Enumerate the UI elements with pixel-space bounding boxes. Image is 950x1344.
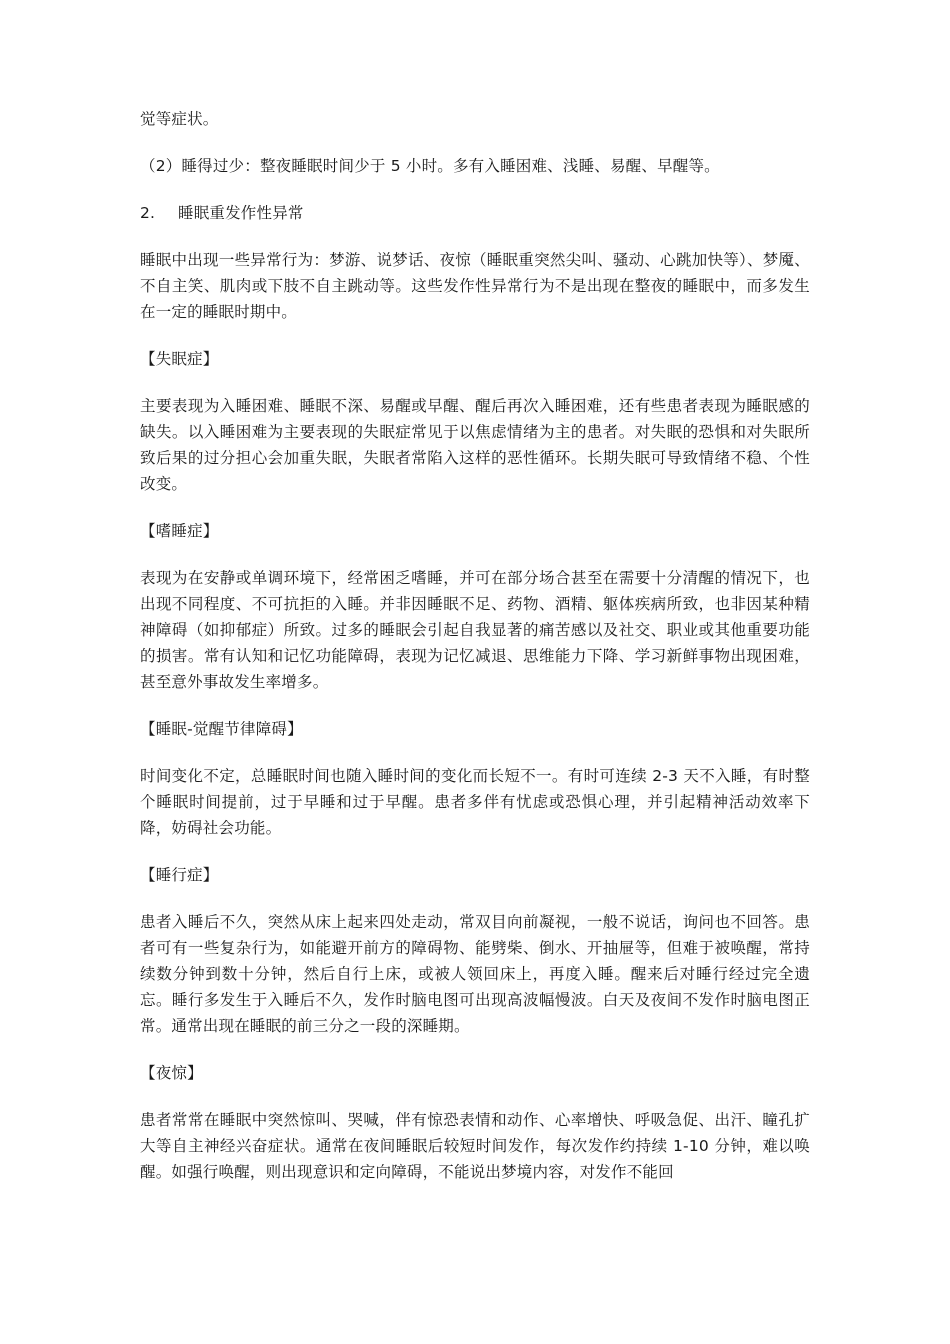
- paragraph-rhythm-disorder: 时间变化不定，总睡眠时间也随入睡时间的变化而长短不一。有时可连续 2-3 天不入睡，有时整个睡眠时间提前，过于早睡和过于早醒。患者多伴有忧虑或恐惧心理，并引起精神活动效率下降，妨碍社会功能。: [140, 767, 810, 837]
- paragraph-sleepwalking: 患者入睡后不久，突然从床上起来四处走动，常双目向前凝视，一般不说话，询问也不回答。患者可有一些复杂行为，如能避开前方的障碍物、能劈柴、倒水、开抽屉等，但难于被唤醒，常持续数分钟到数十分钟，然后自行上床，或被人领回床上，再度入睡。醒来后对睡行经过完全遗忘。睡行多发生于入睡后不久，发作时脑电图可出现高波幅慢波。白天及夜间不发作时脑电图正常。通常出现在睡眠的前三分之一段的深睡期。: [140, 913, 810, 1035]
- document-body: [140, 106, 810, 1206]
- paragraph-insomnia: 主要表现为入睡困难、睡眠不深、易醒或早醒、醒后再次入睡困难，还有些患者表现为睡眠感的缺失。以入睡困难为主要表现的失眠症常见于以焦虑情绪为主的患者。对失眠的恐惧和对失眠所致后果的过分担心会加重失眠，失眠者常陷入这样的恶性循环。长期失眠可导致情绪不稳、个性改变。: [140, 397, 810, 493]
- section-heading-sleepwalking: 【睡行症】: [140, 866, 219, 884]
- list-number: 2.: [140, 204, 156, 222]
- numbered-heading-text: 睡眠重发作性异常: [178, 204, 304, 222]
- section-heading-night-terror: 【夜惊】: [140, 1064, 203, 1082]
- paragraph-paroxysmal-abnormality: 睡眠中出现一些异常行为：梦游、说梦话、夜惊（睡眠重突然尖叫、骚动、心跳加快等）、梦魇、不自主笑、肌肉或下肢不自主跳动等。这些发作性异常行为不是出现在整夜的睡眠中，而多发生在一定的睡眠时期中。: [140, 251, 810, 321]
- section-heading-insomnia: 【失眠症】: [140, 350, 219, 368]
- section-heading-hypersomnia: 【嗜睡症】: [140, 522, 219, 540]
- section-heading-rhythm-disorder: 【睡眠-觉醒节律障碍】: [140, 720, 303, 738]
- numbered-heading: [140, 200, 810, 226]
- paragraph-continuation: 觉等症状。: [140, 110, 219, 128]
- paragraph-hypersomnia: 表现为在安静或单调环境下，经常困乏嗜睡，并可在部分场合甚至在需要十分清醒的情况下，也出现不同程度、不可抗拒的入睡。并非因睡眠不足、药物、酒精、躯体疾病所致，也非因某种精神障碍（如抑郁症）所致。过多的睡眠会引起自我显著的痛苦感以及社交、职业或其他重要功能的损害。常有认知和记忆功能障碍，表现为记忆减退、思维能力下降、学习新鲜事物出现困难，甚至意外事故发生率增多。: [140, 569, 810, 691]
- paragraph-night-terror: 患者常常在睡眠中突然惊叫、哭喊，伴有惊恐表情和动作、心率增快、呼吸急促、出汗、瞳孔扩大等自主神经兴奋症状。通常在夜间睡眠后较短时间发作，每次发作约持续 1-10 分钟，难以唤醒。如强行唤醒，则出现意识和定向障碍，不能说出梦境内容，对发作不能回: [140, 1111, 810, 1181]
- paragraph-sleep-too-little: （2）睡得过少：整夜睡眠时间少于 5 小时。多有入睡困难、浅睡、易醒、早醒等。: [140, 157, 720, 175]
